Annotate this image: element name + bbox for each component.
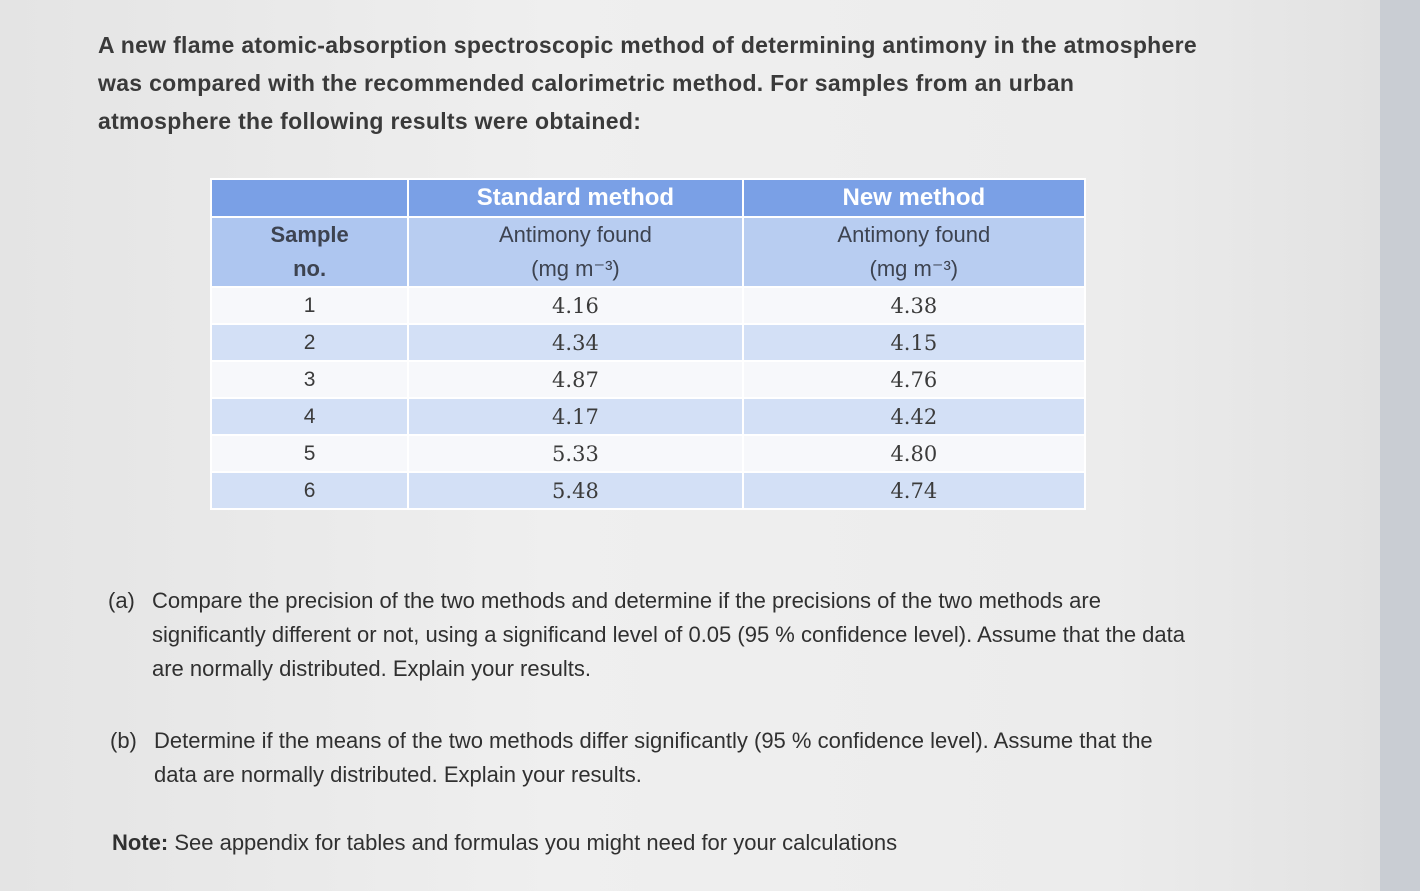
sample-cell: 6 [211,472,408,509]
question-a-label: (a) [108,588,135,613]
standard-value-cell: 4.17 [408,398,742,435]
new-method-header: New method [743,179,1085,217]
new-value-cell: 4.80 [743,435,1085,472]
new-sub2: (mg m⁻³) [869,256,959,281]
sample-cell: 1 [211,287,408,324]
new-value-cell: 4.38 [743,287,1085,324]
new-value-cell: 4.42 [743,398,1085,435]
standard-value-cell: 5.48 [408,472,742,509]
new-units-header [743,217,1085,287]
new-value-cell: 4.15 [743,324,1085,361]
new-sub1: Antimony found [837,222,991,247]
problem-intro: A new flame atomic-absorption spectroscopic method of determining antimony in the atmosphere was compared with the recommended calorimetric method. For samples from an urban atmosphere the following results were obtained: [98,32,1197,134]
standard-value-cell: 4.87 [408,361,742,398]
table-row [211,361,1085,398]
table-row [211,398,1085,435]
sample-header-line1: Sample [270,222,349,247]
new-value-cell: 4.74 [743,472,1085,509]
new-value-cell: 4.76 [743,361,1085,398]
standard-method-header: Standard method [408,179,742,217]
note [112,830,897,856]
sample-cell: 4 [211,398,408,435]
table-subheader-row [211,217,1085,287]
table-row [211,472,1085,509]
background-edge [1380,0,1420,891]
table-title-row [211,179,1085,217]
sample-no-header [211,217,408,287]
standard-units-header [408,217,742,287]
question-a-text: Compare the precision of the two methods and determine if the precisions of the two methods are significantly different or not, using a significand level of 0.05 (95 % confidence level). Assume that the data are normally distributed. Explain your results. [152,588,1185,681]
note-label: Note: [112,830,169,855]
sample-header-line2: no. [293,256,327,281]
table-row [211,324,1085,361]
table-row [211,287,1085,324]
question-b-label: (b) [110,728,137,753]
results-table [210,178,1086,510]
standard-value-cell: 5.33 [408,435,742,472]
question-b-text: Determine if the means of the two methods differ significantly (95 % confidence level). Assume that the data are normally distributed. Explain your results. [154,728,1153,787]
standard-sub1: Antimony found [498,222,652,247]
standard-value-cell: 4.34 [408,324,742,361]
sample-cell: 3 [211,361,408,398]
question-b [110,724,1190,792]
sample-cell: 2 [211,324,408,361]
note-text: See appendix for tables and formulas you might need for your calculations [168,830,898,855]
question-a [108,584,1188,686]
standard-sub2: (mg m⁻³) [531,256,620,281]
sample-cell: 5 [211,435,408,472]
sample-header-blank [211,179,408,217]
table-row [211,435,1085,472]
standard-value-cell: 4.16 [408,287,742,324]
